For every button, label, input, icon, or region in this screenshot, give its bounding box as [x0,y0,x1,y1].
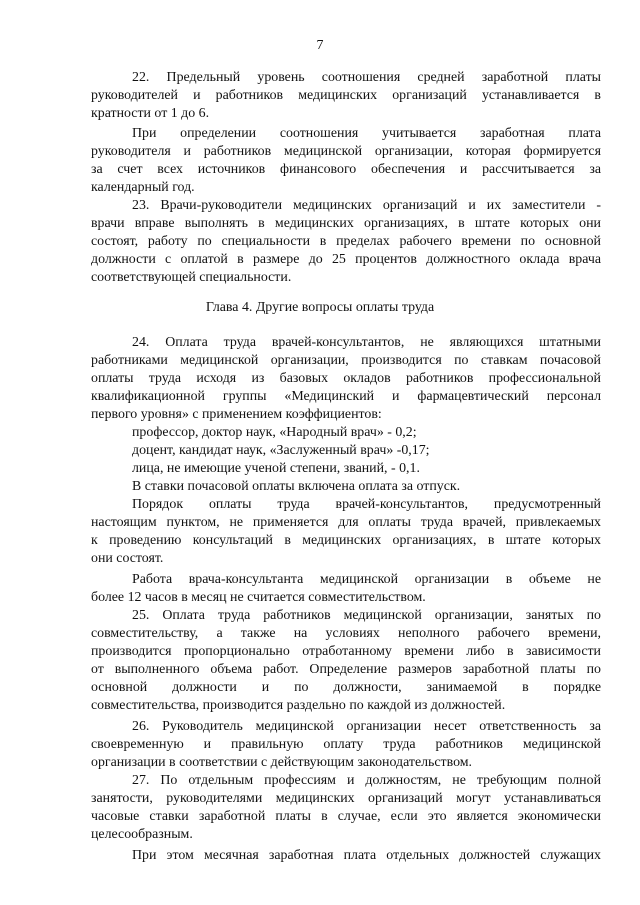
text-line: совместительству, а также на условиях неполного рабочего времени, [91,626,601,641]
text-line: Работа врача-консультанта медицинской организации в объеме не [132,572,601,587]
text-line: основной должности и по должности, занимаемой в порядке [91,680,601,695]
text-line: своевременную и правильную оплату труда работников медицинской [91,737,601,752]
text-line: целесообразным. [91,827,193,842]
text-line: от выполненного объема работ. Определение размеров заработной платы по [91,662,601,677]
page-number: 7 [316,38,324,53]
text-line: руководителя и работников медицинской организации, которая формируется [91,144,601,159]
text-line: доцент, кандидат наук, «Заслуженный врач» -0,17; [132,443,430,458]
text-line: часовые ставки заработной платы в случае, если это является экономически [91,809,601,824]
text-line: квалификационной группы «Медицинский и фармацевтический персонал [91,389,601,404]
text-line: производится пропорционально отработанному времени либо в зависимости [91,644,601,659]
text-line: первого уровня» с применением коэффициентов: [91,407,382,422]
text-line: 25. Оплата труда работников медицинской организации, занятых по [132,608,601,623]
text-line: работниками медицинской организации, производится по ставкам почасовой [91,353,601,368]
text-line: руководителей и работников медицинских организаций устанавливается в [91,88,601,103]
text-line: профессор, доктор наук, «Народный врач» - 0,2; [132,425,417,440]
text-line: оплаты труда исходя из базовых окладов работников профессиональной [91,371,601,386]
text-line: организации в соответствии с действующим законодательством. [91,755,473,770]
text-line: врачи вправе выполнять в медицинских организациях, в штате которых они [91,216,601,231]
text-line: соответствующей специальности. [91,270,292,285]
text-line: календарный год. [91,180,195,195]
text-line: они состоят. [91,551,164,566]
text-line: к проведению консультаций в медицинских организациях, в штате которых [91,533,601,548]
text-line: 23. Врачи-руководители медицинских организаций и их заместители - [132,198,601,213]
chapter-heading: Глава 4. Другие вопросы оплаты труда [205,300,435,315]
text-line: В ставки почасовой оплаты включена оплата за отпуск. [132,479,461,494]
text-line: настоящим пунктом, не применяется для оплаты труда врачей, привлекаемых [91,515,601,530]
text-line: 22. Предельный уровень соотношения средней заработной платы [132,70,601,85]
text-line: При определении соотношения учитывается заработная плата [132,126,601,141]
text-line: занятости, руководителями медицинских организаций могут устанавливаться [91,791,601,806]
text-line: При этом месячная заработная плата отдельных должностей служащих [132,848,601,863]
text-line: 27. По отдельным профессиям и должностям, не требующим полной [132,773,601,788]
text-line: 24. Оплата труда врачей-консультантов, не являющихся штатными [132,335,601,350]
text-line: за счет всех источников финансового обеспечения и рассчитывается за [91,162,601,177]
text-line: совместительства, производится раздельно по каждой из должностей. [91,698,506,713]
text-line: кратности от 1 до 6. [91,106,210,121]
text-line: состоят, работу по специальности в пределах рабочего времени по основной [91,234,601,249]
text-line: Порядок оплаты труда врачей-консультантов, предусмотренный [132,497,601,512]
text-line: 26. Руководитель медицинской организации несет ответственность за [132,719,601,734]
text-line: должности с оплатой в размере до 25 процентов должностного оклада врача [91,252,601,267]
text-line: более 12 часов в месяц не считается совместительством. [91,590,426,605]
text-line: лица, не имеющие ученой степени, званий, - 0,1. [132,461,420,476]
